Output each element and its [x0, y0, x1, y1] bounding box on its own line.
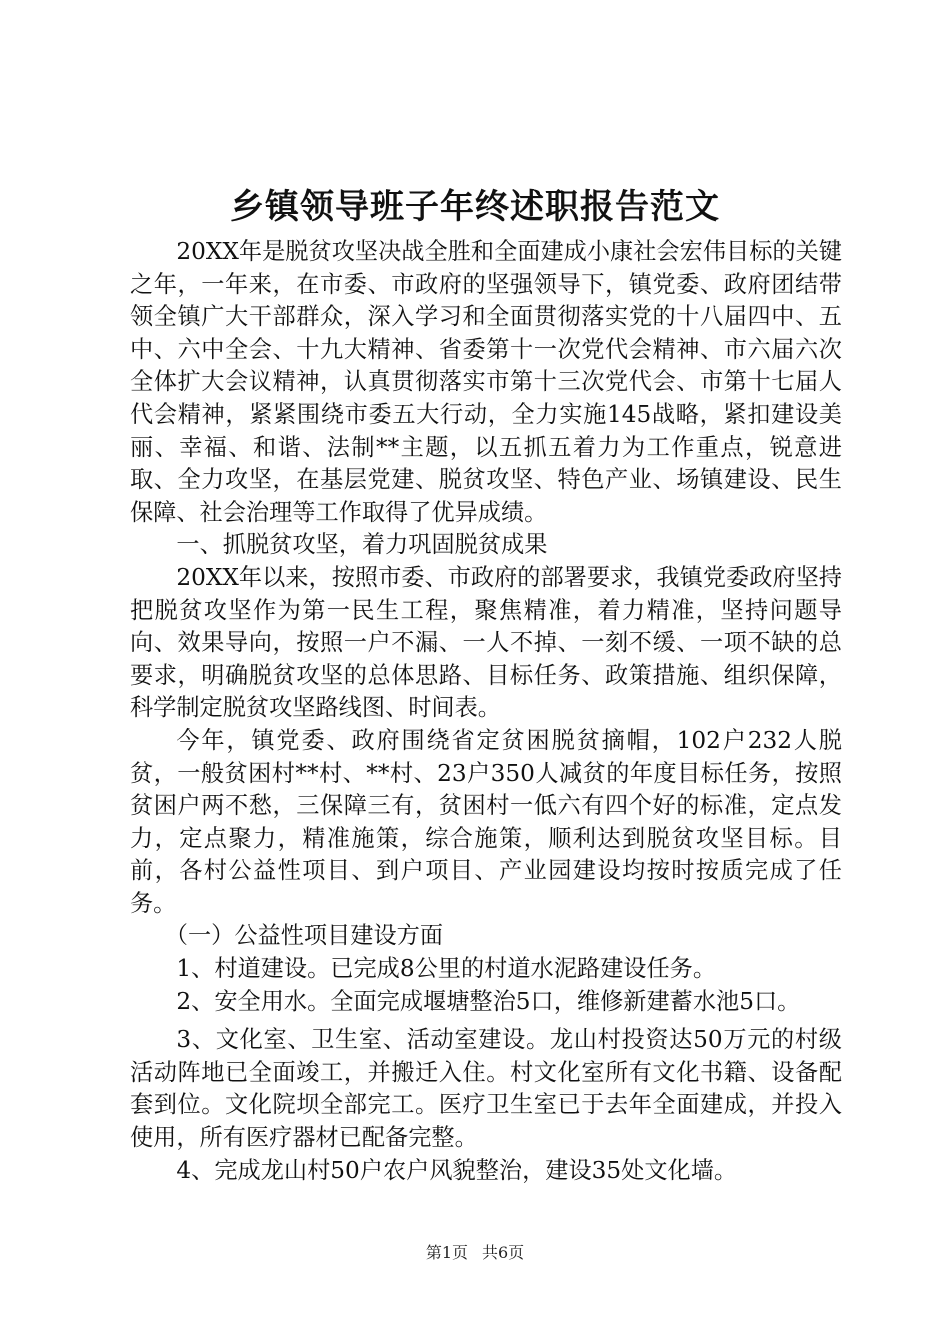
section-heading: 一、抓脱贫攻坚，着力巩固脱贫成果 [176, 531, 548, 559]
body-paragraph: 20XX年以来，按照市委、市政府的部署要求，我镇党委政府坚持把脱贫攻坚作为第一民生工程，聚焦精准，着力精准，坚持问题导向、效果导向，按照一户不漏、一人不掉、一刻不缓、一项不缺的总要求，明确脱贫攻坚的总体思路、目标任务、政策措施、组织保障，科学制定脱贫攻坚路线图、时间表。 [130, 563, 842, 722]
page-number: 第1页 [425, 1243, 468, 1262]
page-footer [0, 1241, 950, 1265]
subsection-heading: （一）公益性项目建设方面 [164, 922, 444, 950]
list-item: 3、文化室、卫生室、活动室建设。龙山村投资达50万元的村级活动阵地已全面竣工，并搬迁入住。村文化室所有文化书籍、设备配套到位。文化院坝全部完工。医疗卫生室已于去年全面建成，并投入使用，所有医疗器材已配备完整。 [130, 1026, 842, 1152]
body-paragraph: 今年，镇党委、政府围绕省定贫困脱贫摘帽，102户232人脱贫，一般贫困村**村、**村、23户350人减贫的年度目标任务，按照贫困户两不愁，三保障三有，贫困村一低六有四个好的标准，定点发力，定点聚力，精准施策，综合施策，顺利达到脱贫攻坚目标。目前，各村公益性项目、到户项目、产业园建设均按时按质完成了任务。 [130, 726, 842, 917]
intro-paragraph: 20XX年是脱贫攻坚决战全胜和全面建成小康社会宏伟目标的关键之年，一年来，在市委、市政府的坚强领导下，镇党委、政府团结带领全镇广大干部群众，深入学习和全面贯彻落实党的十八届四中、五中、六中全会、十九大精神、省委第十一次党代会精神、市六届六次全体扩大会议精神，认真贯彻落实市第十三次党代会、市第十七届人代会精神，紧紧围绕市委五大行动，全力实施145战略，紧扣建设美丽、幸福、和谐、法制**主题，以五抓五着力为工作重点，锐意进取、全力攻坚，在基层党建、脱贫攻坚、特色产业、场镇建设、民生保障、社会治理等工作取得了优异成绩。 [130, 238, 842, 526]
document-title: 乡镇领导班子年终述职报告范文 [230, 187, 720, 227]
list-item: 4、完成龙山村50户农户风貌整治，建设35处文化墙。 [176, 1156, 738, 1184]
list-item: 2、安全用水。全面完成堰塘整治5口，维修新建蓄水池5口。 [176, 987, 801, 1015]
document-body [130, 236, 842, 1187]
page-total: 共6页 [482, 1243, 525, 1262]
list-item: 1、村道建设。已完成8公里的村道水泥路建设任务。 [176, 955, 717, 983]
